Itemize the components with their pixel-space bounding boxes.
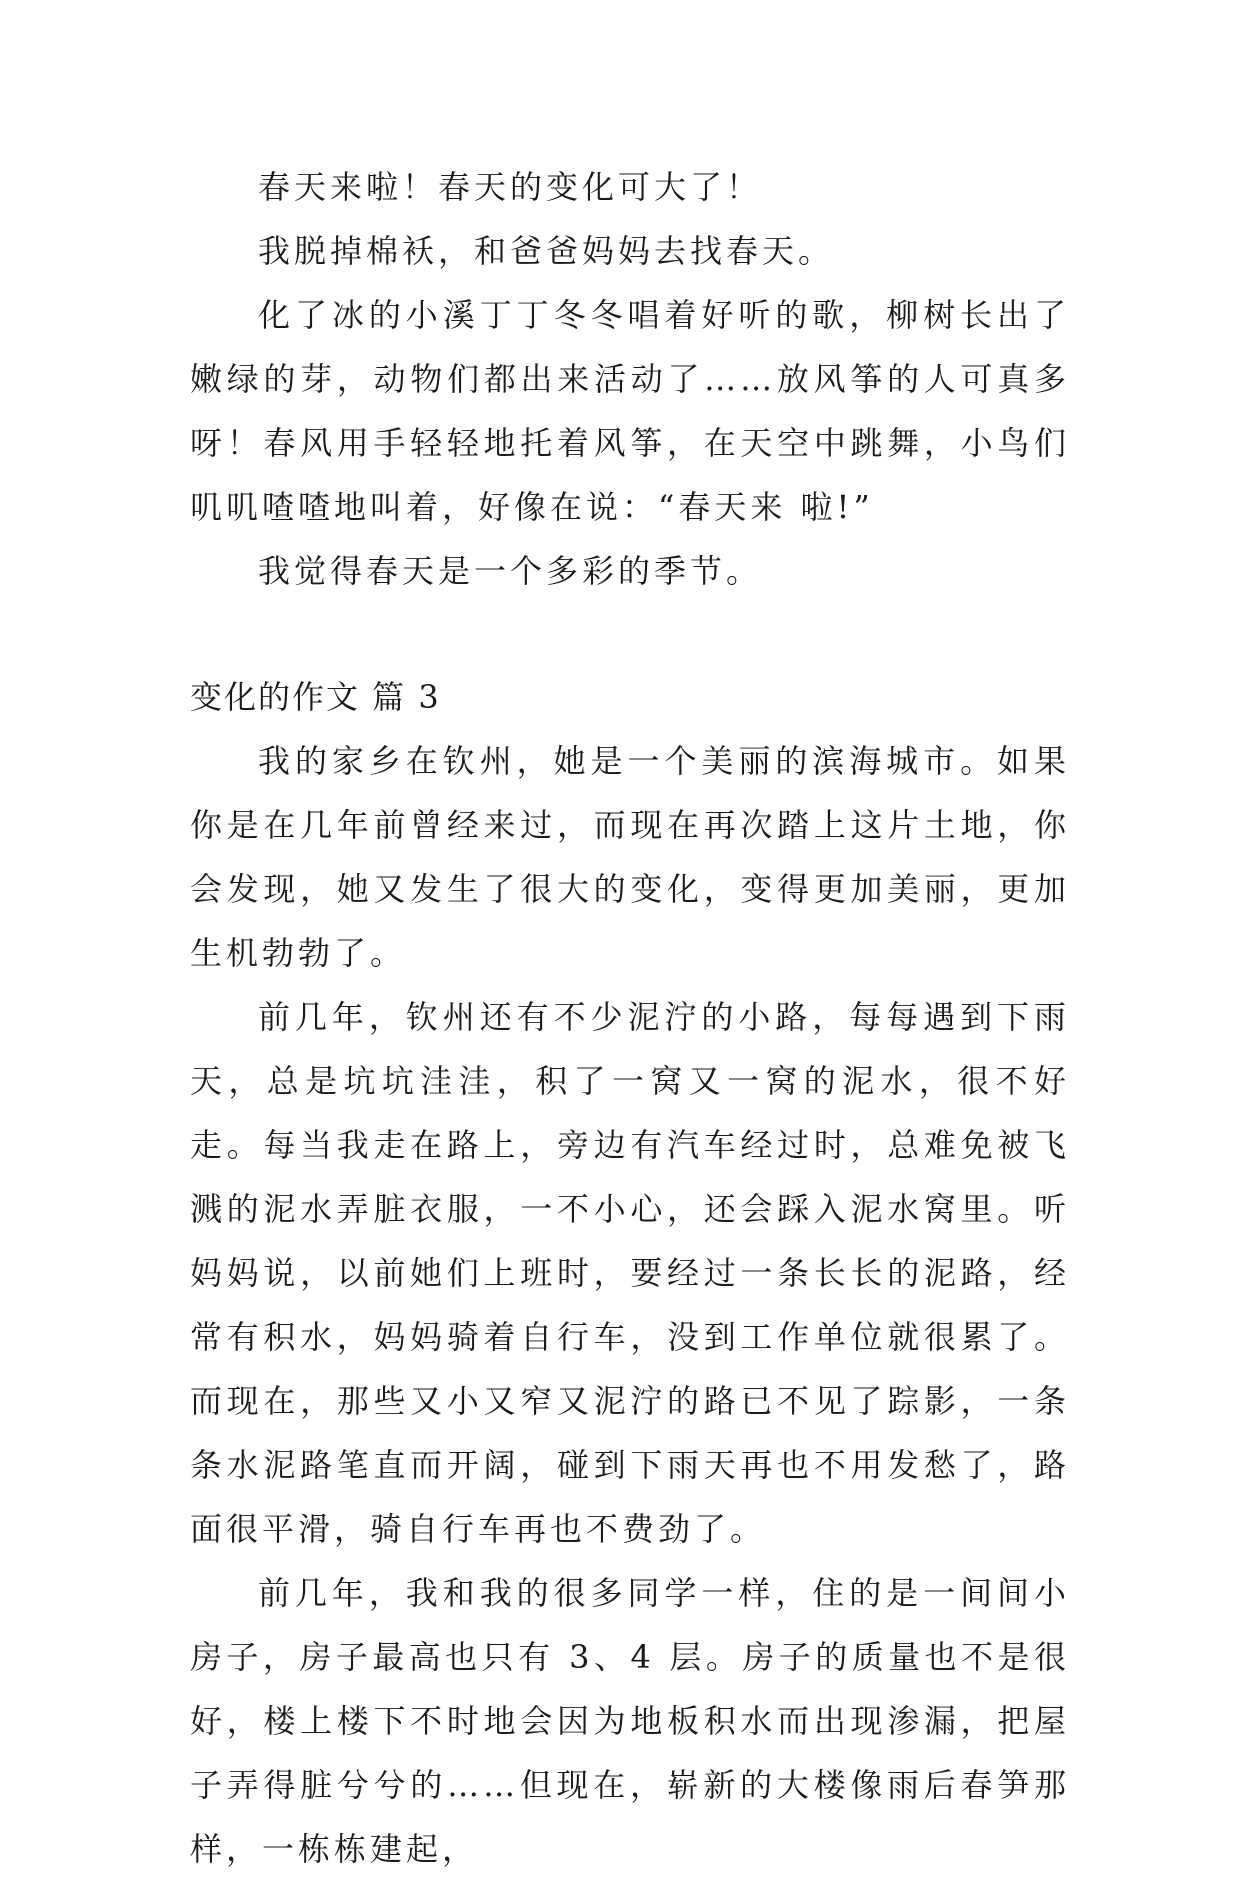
section-gap	[190, 603, 1070, 665]
paragraph: 春天来啦！春天的变化可大了！	[258, 168, 763, 206]
paragraph: 我脱掉棉袄，和爸爸妈妈去找春天。	[258, 232, 835, 270]
document-body	[190, 155, 1070, 1881]
paragraph: 我觉得春天是一个多彩的季节。	[258, 552, 763, 590]
paragraph: 前几年，我和我的很多同学一样，住的是一间间小房子，房子最高也只有 3、4 层。房子的质量也不是很好，楼上楼下不时地会因为地板积水而出现渗漏，把屋子弄得脏兮兮的……但现在，崭新的大楼像雨后春笋那样，一栋栋建起，	[190, 1574, 1070, 1868]
section-heading: 变化的作文 篇 3	[190, 678, 441, 716]
paragraph: 我的家乡在钦州，她是一个美丽的滨海城市。如果你是在几年前曾经来过，而现在再次踏上这片土地，你会发现，她又发生了很大的变化，变得更加美丽，更加生机勃勃了。	[190, 742, 1070, 972]
paragraph: 化了冰的小溪丁丁冬冬唱着好听的歌，柳树长出了嫩绿的芽，动物们都出来活动了……放风筝的人可真多呀！春风用手轻轻地托着风筝，在天空中跳舞，小鸟们叽叽喳喳地叫着，好像在说：“春天来 啦!”	[190, 296, 1070, 526]
paragraph: 前几年，钦州还有不少泥泞的小路，每每遇到下雨天，总是坑坑洼洼，积了一窝又一窝的泥水，很不好走。每当我走在路上，旁边有汽车经过时，总难免被飞溅的泥水弄脏衣服，一不小心，还会踩入泥水窝里。听妈妈说，以前她们上班时，要经过一条长长的泥路，经常有积水，妈妈骑着自行车，没到工作单位就很累了。而现在，那些又小又窄又泥泞的路已不见了踪影，一条条水泥路笔直而开阔，碰到下雨天再也不用发愁了，路面很平滑，骑自行车再也不费劲了。	[190, 998, 1070, 1548]
